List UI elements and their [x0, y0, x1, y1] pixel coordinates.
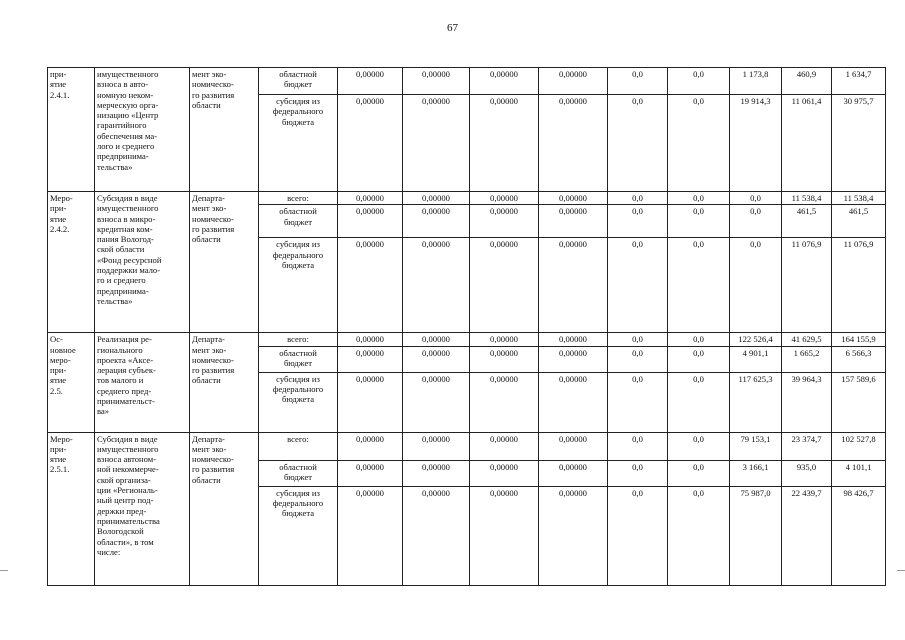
value-cell: 0,0 — [668, 346, 730, 372]
value-cell: 0,00000 — [470, 192, 539, 205]
value-cell: 23 374,7 — [782, 432, 832, 460]
value-cell: 0,00000 — [470, 68, 539, 95]
value-cell: 0,00000 — [539, 238, 608, 333]
value-cell: 0,00000 — [470, 95, 539, 192]
value-cell: 0,00000 — [403, 372, 470, 432]
value-cell: 0,00000 — [539, 95, 608, 192]
table-row — [48, 333, 886, 346]
table-row — [48, 68, 886, 95]
margin-mark — [0, 570, 8, 571]
value-cell: 0,00000 — [539, 486, 608, 585]
value-cell: 0,00000 — [539, 460, 608, 486]
value-cell: 0,00000 — [539, 192, 608, 205]
value-cell: 122 526,4 — [730, 333, 782, 346]
value-cell: 0,00000 — [403, 205, 470, 238]
measure-number-cell: при- ятие 2.4.1. — [48, 68, 95, 192]
value-cell: 1 665,2 — [782, 346, 832, 372]
value-cell: 0,0 — [608, 95, 668, 192]
value-cell: 102 527,8 — [832, 432, 886, 460]
value-cell: 4 901,1 — [730, 346, 782, 372]
executor-cell: Департа- мент эко- номическо- го развития области — [190, 333, 259, 432]
value-cell: 1 173,8 — [730, 68, 782, 95]
value-cell: 0,0 — [668, 333, 730, 346]
funding-source-cell: субсидия из федерального бюджета — [259, 486, 338, 585]
measure-number-cell: Ос- новное меро- при- ятие 2.5. — [48, 333, 95, 432]
funding-source-cell: областной бюджет — [259, 460, 338, 486]
value-cell: 11 076,9 — [782, 238, 832, 333]
value-cell: 0,00000 — [338, 192, 403, 205]
value-cell: 0,0 — [608, 486, 668, 585]
value-cell: 0,00000 — [403, 95, 470, 192]
funding-source-cell: областной бюджет — [259, 205, 338, 238]
value-cell: 0,00000 — [403, 486, 470, 585]
value-cell: 0,00000 — [403, 333, 470, 346]
value-cell: 0,00000 — [338, 333, 403, 346]
value-cell: 0,00000 — [338, 486, 403, 585]
value-cell: 0,00000 — [403, 192, 470, 205]
value-cell: 0,00000 — [338, 432, 403, 460]
value-cell: 0,0 — [608, 460, 668, 486]
value-cell: 164 155,9 — [832, 333, 886, 346]
value-cell: 11 538,4 — [832, 192, 886, 205]
value-cell: 0,00000 — [539, 372, 608, 432]
funding-source-cell: субсидия из федерального бюджета — [259, 95, 338, 192]
measure-number-cell: Меро- при- ятие 2.5.1. — [48, 432, 95, 585]
measure-name-cell: имущественного взноса в авто- номную неком- мерческую орга- низацию «Центр гарантийного обеспечения ма- лого и среднего предпринима- тельства» — [95, 68, 190, 192]
value-cell: 0,0 — [608, 432, 668, 460]
funding-source-cell: областной бюджет — [259, 346, 338, 372]
value-cell: 0,0 — [608, 68, 668, 95]
value-cell: 0,00000 — [403, 460, 470, 486]
value-cell: 6 566,3 — [832, 346, 886, 372]
value-cell: 0,0 — [608, 205, 668, 238]
value-cell: 0,0 — [668, 432, 730, 460]
measure-name-cell: Субсидия в виде имущественного взноса в микро- кредитная ком- пания Вологод- ской области «Фонд ресурсной поддержки мало- го и среднего предпринима- тельства» — [95, 192, 190, 333]
value-cell: 0,00000 — [470, 432, 539, 460]
value-cell: 0,00000 — [470, 205, 539, 238]
value-cell: 0,00000 — [338, 372, 403, 432]
value-cell: 0,0 — [730, 192, 782, 205]
value-cell: 1 634,7 — [832, 68, 886, 95]
value-cell: 157 589,6 — [832, 372, 886, 432]
value-cell: 4 101,1 — [832, 460, 886, 486]
page-number: 67 — [447, 22, 458, 34]
measure-name-cell: Реализация ре- гионального проекта «Аксе- лерация субъек- тов малого и среднего пред- принимательст- ва» — [95, 333, 190, 432]
value-cell: 0,00000 — [403, 346, 470, 372]
table-row — [48, 432, 886, 460]
value-cell: 461,5 — [782, 205, 832, 238]
value-cell: 11 538,4 — [782, 192, 832, 205]
funding-source-cell: всего: — [259, 333, 338, 346]
value-cell: 0,0 — [608, 372, 668, 432]
value-cell: 0,00000 — [539, 346, 608, 372]
funding-source-cell: областной бюджет — [259, 68, 338, 95]
value-cell: 460,9 — [782, 68, 832, 95]
value-cell: 117 625,3 — [730, 372, 782, 432]
value-cell: 0,00000 — [470, 460, 539, 486]
value-cell: 0,0 — [730, 205, 782, 238]
margin-mark — [897, 570, 905, 571]
value-cell: 0,0 — [668, 192, 730, 205]
funding-source-cell: субсидия из федерального бюджета — [259, 238, 338, 333]
value-cell: 0,00000 — [403, 432, 470, 460]
value-cell: 41 629,5 — [782, 333, 832, 346]
value-cell: 0,0 — [668, 486, 730, 585]
value-cell: 0,0 — [608, 333, 668, 346]
value-cell: 11 061,4 — [782, 95, 832, 192]
measure-name-cell: Субсидия в виде имущественного взноса автоном- ной некоммерче- ской организа- ции «Региональ- ный центр под- держки пред- принимательства Вологодской области», в том числе: — [95, 432, 190, 585]
value-cell: 0,00000 — [470, 346, 539, 372]
value-cell: 0,0 — [668, 205, 730, 238]
value-cell: 19 914,3 — [730, 95, 782, 192]
value-cell: 22 439,7 — [782, 486, 832, 585]
value-cell: 935,0 — [782, 460, 832, 486]
value-cell: 0,00000 — [539, 68, 608, 95]
value-cell: 0,0 — [668, 238, 730, 333]
value-cell: 98 426,7 — [832, 486, 886, 585]
value-cell: 75 987,0 — [730, 486, 782, 585]
value-cell: 0,00000 — [338, 346, 403, 372]
funding-source-cell: всего: — [259, 192, 338, 205]
value-cell: 0,00000 — [338, 460, 403, 486]
table-row — [48, 192, 886, 205]
measure-number-cell: Меро- при- ятие 2.4.2. — [48, 192, 95, 333]
value-cell: 0,0 — [668, 460, 730, 486]
value-cell: 0,0 — [668, 95, 730, 192]
value-cell: 0,00000 — [403, 68, 470, 95]
value-cell: 0,00000 — [539, 333, 608, 346]
value-cell: 0,00000 — [338, 68, 403, 95]
value-cell: 0,00000 — [403, 238, 470, 333]
value-cell: 461,5 — [832, 205, 886, 238]
value-cell: 0,00000 — [338, 205, 403, 238]
value-cell: 0,00000 — [539, 432, 608, 460]
value-cell: 0,00000 — [470, 333, 539, 346]
value-cell: 0,0 — [608, 346, 668, 372]
value-cell: 3 166,1 — [730, 460, 782, 486]
table-body — [48, 68, 886, 586]
value-cell: 0,00000 — [338, 95, 403, 192]
executor-cell: Департа- мент эко- номическо- го развития области — [190, 192, 259, 333]
funding-source-cell: субсидия из федерального бюджета — [259, 372, 338, 432]
value-cell: 30 975,7 — [832, 95, 886, 192]
executor-cell: мент эко- номическо- го развития области — [190, 68, 259, 192]
value-cell: 0,00000 — [338, 238, 403, 333]
value-cell: 39 964,3 — [782, 372, 832, 432]
value-cell: 79 153,1 — [730, 432, 782, 460]
value-cell: 0,00000 — [470, 238, 539, 333]
funding-source-cell: всего: — [259, 432, 338, 460]
value-cell: 0,00000 — [470, 372, 539, 432]
value-cell: 0,0 — [668, 68, 730, 95]
budget-table — [47, 67, 886, 586]
value-cell: 0,00000 — [470, 486, 539, 585]
value-cell: 0,00000 — [539, 205, 608, 238]
value-cell: 0,0 — [668, 372, 730, 432]
value-cell: 0,0 — [608, 192, 668, 205]
value-cell: 0,0 — [730, 238, 782, 333]
value-cell: 0,0 — [608, 238, 668, 333]
value-cell: 11 076,9 — [832, 238, 886, 333]
executor-cell: Департа- мент эко- номическо- го развития области — [190, 432, 259, 585]
